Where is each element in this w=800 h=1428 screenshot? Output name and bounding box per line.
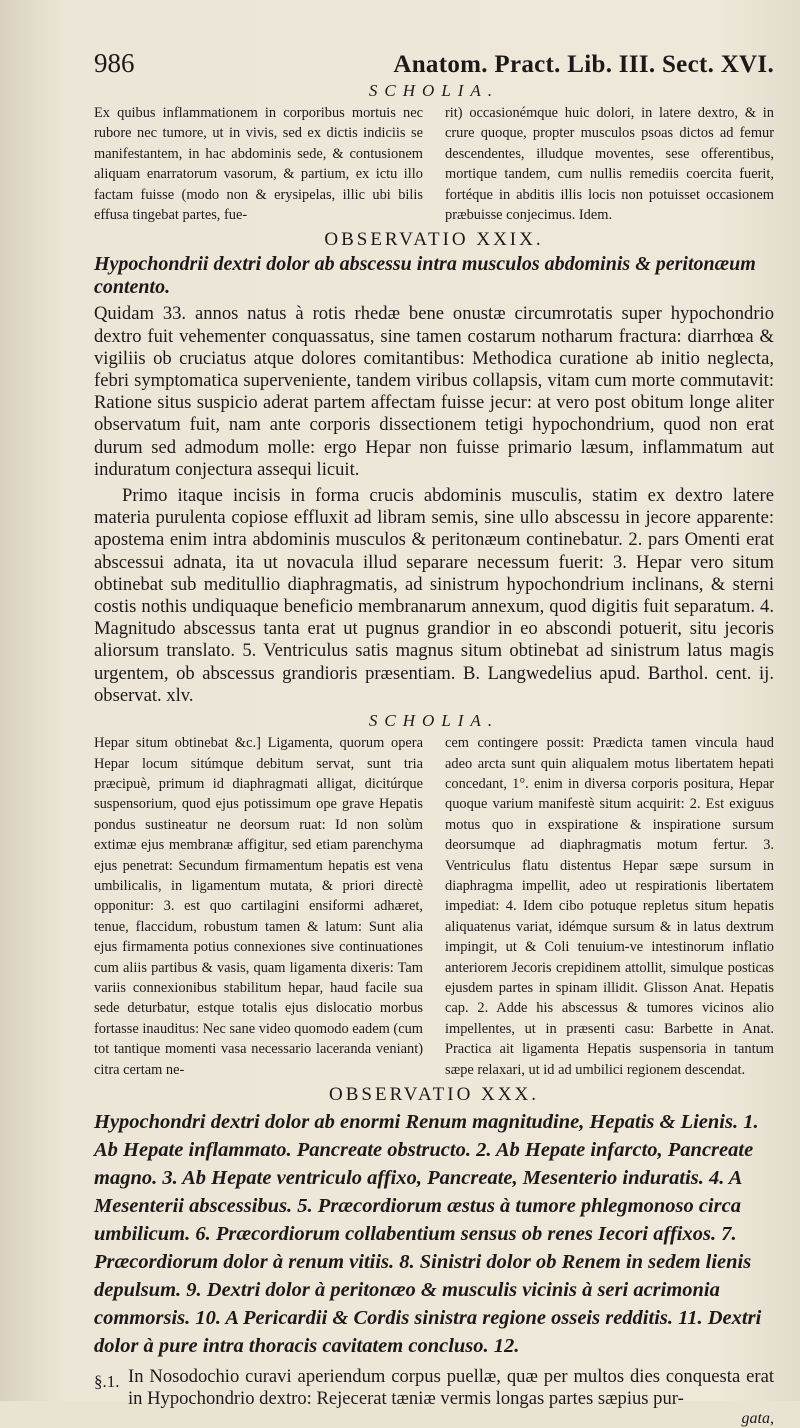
observation-30-title: Hypochondri dextri dolor ab enormi Renum magnitudine, Hepatis & Lienis. 1. Ab Hepate inflammato. Pancreate obstructo. 2. Ab Hepate infarcto, Pancreate magno. 3. Ab Hepate ventriculo affixo, Pancreate, Mesenterio induratis. 4. A Mesenterii abscessibus. 5. Præcordiorum æstus à tumore phlegmonoso circa umbilicum. 6. Præcordiorum collabentium sensus ob renes Iecori affixos. 7. Præcordiorum dolor à renum vitiis. 8. Sinistri dolor ob Renem in sedem lienis depulsum. 9. Dextri dolor à peritonæo & musculis vicinis à seri acrimonia commorsis. 10. A Pericardii & Cordis sinistra regione osseis redditis. 11. Dextri dolor à pure intra thoracis cavitatem concluso. 12.: [94, 1111, 762, 1357]
running-title: Anatom. Pract. Lib. III. Sect. XVI.: [393, 51, 774, 78]
observation-29-heading: OBSERVATIO XXIX.: [324, 229, 544, 251]
observation-29-paragraph-2: Primo itaque incisis in forma crucis abdominis musculis, statim ex dextro latere materia purulenta copiose effluxit ad libram semis, sine ullo abscessu in jecore apparente: apostema enim intra abdominis musculos & peritonæum continebatur. 2. pars Omenti erat abscessui adnata, ita ut novacula illud separare necessum fuerit: 3. Hepar vero situm obtinebat sub meditullio diaphragmatis, ad sinistrum hypochondrium inclinans, & sterni costis nothis undiquaque beneficio membranarum annexum, quod digitis fuit separatum. 4. Magnitudo abscessus tanta erat ut pugnus grandior in eo abscondi potuerit, situ jecoris aliorsum translato. 5. Ventriculus satis magnus situm obtinebat ad sinistrum latus magis urgentem, ob abscessus grandioris præsentiam. B. Langwedelius apud. Barthol. cent. ij. observat. xlv.: [94, 485, 774, 706]
observation-30-body: [94, 1366, 774, 1428]
scholia-2-columns: [94, 733, 774, 1080]
scholia-2-right-column: cem contingere possit: Prædicta tamen vincula haud adeo arcta sunt quin aliqualem motus libertatem hepati concedant, 1°. enim in diversa corporis positura, Hepar quoque varium manifestè situm acquirit: 2. Est exiguus motus quo in exspiratione & inspiratione sursum deorsumque ad diaphragmatis motum fertur. 3. Ventriculus flatu distentus Hepar sæpe sursum in diaphragma impellit, adeo ut respirationis libertatem impediat: 4. Idem cibo potuque repletus situm hepatis aliquatenus variat, idémque sursum & in latus dextrum impingit, ut & Coli tenuium-ve intestinorum inflatio anteriorem Jecoris crepidinem attollit, simulque posticas ejusdem partes in spinam illidit. Glisson Anat. Hepatis cap. 2. Adde his abscessus & tumores vicinos alio impellentes, ut in præsenti casu: Barbette in Anat. Practica ait ligamenta Hepatis suspensoria in tantum sæpe relaxari, ut id ad umbilici regionem descendat.: [445, 735, 774, 1078]
catchword: gata,: [741, 1410, 774, 1428]
observation-29-paragraph-1: Quidam 33. annos natus à rotis rhedæ bene onustæ circumrotatis super hypochondrio dextro fuit vehementer conquassatus, sine tamen costarum notharum fractura: diarrhœa & vigiliis ob cruciatus atque dolores comitantibus: Methodica curatione ab initio neglecta, febri symptomatica superveniente, tandem viribus collapsis, vitam cum morte commutavit: Ratione situs suspicio aderat partem affectam fuisse jecur: at vero post obitum longe aliter observatum fuit, nam ante corporis dissectionem tetigi hypochondrium, quod non erat durum sed admodum molle: ergo Hepar non fuisse primario læsum, inflammatum aut induratum conjectura assequi licuit.: [94, 303, 774, 480]
running-head: [94, 48, 774, 79]
scholia-heading-2: SCHOLIA.: [368, 711, 500, 731]
observation-30-paragraph-1: In Nosodochio curavi aperiendum corpus puellæ, quæ per multos dies conquesta erat in Hypochondrio dextro: Rejecerat tæniæ vermis longas partes sæpius pur-: [128, 1366, 774, 1410]
scholia-1-right-column: rit) occasionémque huic dolori, in latere dextro, & in crure quoque, propter musculos psoas dictos ad femur descendentes, illudque moventes, sese offerentibus, mortique tandem, cum nullis remediis coercita fuerit, fortéque in abditis illis locis non potuisset occasionem præbuisse conjecimus. Idem.: [445, 105, 774, 224]
scholia-1-left-column: Ex quibus inflammationem in corporibus mortuis nec rubore nec tumore, ut in vivis, sed ex dictis indiciis se manifestantem, in hac abdominis sede, & contusionem aliquam enarratorum vasorum, & partium, ex ictu illo factam fuisse (modo non & erysipelas, illic ubi bilis effusa tingebat partes, fue-: [94, 105, 423, 224]
section-marker: §.1.: [94, 1372, 120, 1391]
observation-29-title: Hypochondrii dextri dolor ab abscessu intra musculos abdominis & peritonæum contento.: [94, 253, 756, 299]
observation-29-body: [94, 303, 774, 707]
page-number: 986: [94, 48, 135, 78]
scholia-2-left-column: Hepar situm obtinebat &c.] Ligamenta, quorum opera Hepar locum sitúmque debitum servat, sunt tria præcipuè, primum id diaphragmati alligat, dicitúrque suspensorium, quod ejus potissimum ope grave Hepatis pondus sustineatur ne deorsum ruat: Id non solùm extimæ ejus membranæ affigitur, sed etiam parenchyma ejus penetrat: Secundum firmamentum hepatis est vena umbilicalis, in ligamentum mutata, & priori directè opponitur: 3. est quo cartilagini ensiformi adhæret, tenue, flaccidum, robustum tamen & latum: Sunt alia ejus firmamenta potius connexiones sive continuationes cum aliis partibus & vasis, quam ligamenta dixeris: Tam variis connexionibus stabilitum hepar, haud facile sua sede deturbatur, estque totalis ejus dislocatio morbus fortasse inauditus: Nec sane video quomodo eadem (cum tot tantique momenti vasa necessario laceranda veniant) citra certam ne-: [94, 735, 423, 1078]
observation-30-heading: OBSERVATIO XXX.: [329, 1084, 539, 1105]
scholia-1-columns: [94, 103, 774, 225]
scholia-heading-1: SCHOLIA.: [368, 81, 500, 100]
